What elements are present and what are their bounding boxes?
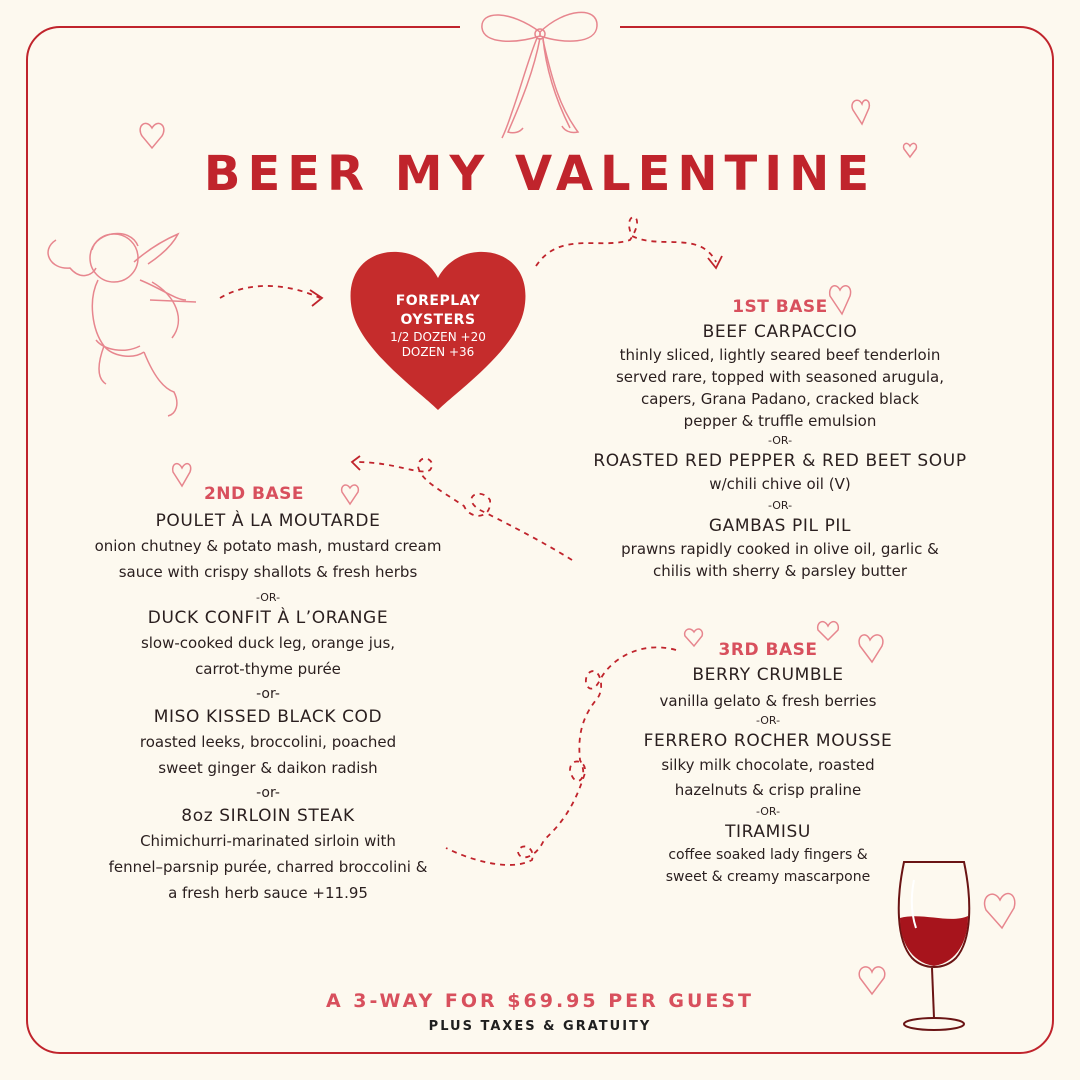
dish-description: capers, Grana Padano, cracked black [641, 390, 919, 408]
dish-name: MISO KISSED BLACK COD [153, 707, 383, 727]
heart-icon [985, 894, 1015, 928]
dish-description: thinly sliced, lightly seared beef tenderloin [619, 346, 941, 364]
dish-description: Chimichurri-marinated sirloin with [140, 832, 396, 850]
dish-name: FERRERO ROCHER MOUSSE [643, 731, 893, 751]
taxes-line: PLUS TAXES & GRATUITY [428, 1019, 652, 1034]
dish-description: slow-cooked duck leg, orange jus, [140, 634, 396, 652]
half-dozen-price: 1/2 DOZEN +20 [390, 330, 486, 344]
dish-name: 8oz SIRLOIN STEAK [181, 806, 355, 826]
or-separator: -or- [256, 686, 280, 702]
dish-description: prawns rapidly cooked in olive oil, garlic & [621, 540, 939, 558]
foreplay-heart [350, 292, 526, 360]
dish-description: onion chutney & potato mash, mustard cream [94, 537, 442, 555]
second-base-section [48, 484, 488, 906]
or-separator: -OR- [755, 805, 781, 818]
dish-name: ROASTED RED PEPPER & RED BEET SOUP [593, 451, 967, 471]
third-base-section [568, 640, 968, 888]
dish-description: pepper & truffle emulsion [683, 412, 877, 430]
price-line: A 3-WAY FOR $69.95 PER GUEST [325, 990, 755, 1012]
page-title: BEER MY VALENTINE [203, 146, 877, 202]
foreplay-label: FOREPLAY [395, 293, 481, 309]
or-separator: -OR- [755, 714, 781, 727]
or-separator: -OR- [255, 591, 281, 604]
dish-description: served rare, topped with seasoned arugula, [615, 368, 945, 386]
oysters-label: OYSTERS [400, 312, 476, 328]
cupid-icon [48, 234, 196, 416]
or-separator: -or- [256, 785, 280, 801]
dish-description: vanilla gelato & fresh berries [659, 692, 877, 710]
or-separator: -OR- [767, 434, 793, 447]
dish-description: sweet ginger & daikon radish [158, 759, 378, 777]
dish-description: w/chili chive oil (V) [709, 475, 851, 493]
dish-description: sauce with crispy shallots & fresh herbs [118, 563, 418, 581]
heart-icon [140, 123, 164, 148]
heart-icon [173, 464, 191, 486]
dish-name: DUCK CONFIT À L’ORANGE [147, 608, 389, 628]
dish-description: carrot-thyme purée [195, 660, 341, 678]
dish-name: POULET À LA MOUTARDE [155, 511, 381, 531]
first-base-section [560, 297, 1000, 582]
dish-description: fennel–parsnip purée, charred broccolini & [108, 858, 428, 876]
dish-name: TIRAMISU [725, 822, 811, 842]
dish-name: BERRY CRUMBLE [692, 665, 844, 685]
heart-icon [852, 100, 869, 124]
dish-name: BEEF CARPACCIO [702, 322, 858, 342]
bow-icon [482, 12, 597, 138]
heart-icon [818, 622, 839, 640]
section-heading: 2ND BASE [203, 484, 305, 504]
dozen-price: DOZEN +36 [401, 345, 475, 359]
dish-description: chilis with sherry & parsley butter [652, 562, 908, 580]
dish-description: hazelnuts & crisp praline [674, 781, 862, 799]
dish-description: sweet & creamy mascarpone [665, 869, 871, 885]
or-separator: -OR- [767, 499, 793, 512]
dish-description: silky milk chocolate, roasted [661, 756, 875, 774]
dish-description: coffee soaked lady fingers & [668, 847, 868, 863]
dish-description: a fresh herb sauce +11.95 [168, 884, 368, 902]
dish-name: GAMBAS PIL PIL [708, 516, 852, 536]
section-heading: 3RD BASE [718, 640, 818, 660]
section-heading: 1ST BASE [732, 297, 828, 317]
dish-description: roasted leeks, broccolini, poached [139, 733, 397, 751]
